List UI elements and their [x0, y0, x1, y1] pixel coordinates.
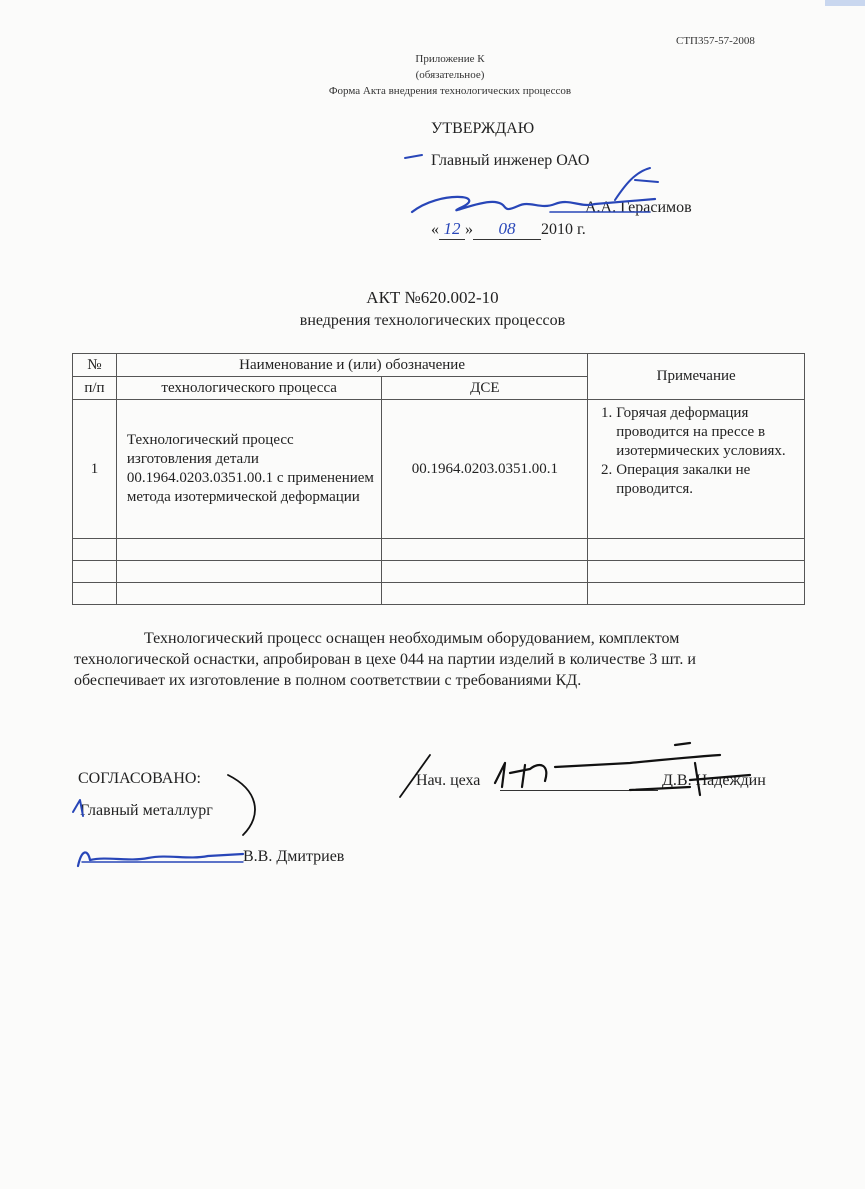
- shop-head-signature: [390, 735, 770, 805]
- note-text: Горячая деформация проводится на прессе в изотермических условиях.: [616, 405, 786, 459]
- table-row-empty: [73, 539, 805, 561]
- mandatory-label: (обязательное): [415, 69, 485, 81]
- shop-head-name: Д.В. Надеждин: [662, 772, 766, 789]
- date-day: 12: [439, 219, 465, 240]
- note-item: [592, 461, 800, 499]
- agreed-label: СОГЛАСОВАНО:: [78, 770, 201, 787]
- date-year: 2010 г.: [541, 221, 586, 238]
- table-row-empty: [73, 583, 805, 605]
- act-number: АКТ №620.002-10: [366, 288, 499, 307]
- approver-position: Главный инженер ОАО: [431, 152, 590, 169]
- table-row-empty: [73, 561, 805, 583]
- row-notes: [588, 400, 805, 539]
- header-note: Примечание: [588, 354, 805, 400]
- header-name-designation: Наименование и (или) обозначение: [116, 354, 587, 377]
- header-dse: ДСЕ: [382, 377, 588, 400]
- date-open-quote: «: [431, 221, 439, 238]
- metallurgist-name: В.В. Дмитриев: [243, 848, 345, 865]
- note-text: Операция закалки не проводится.: [616, 462, 751, 497]
- scan-edge-mark: [825, 0, 865, 6]
- note-marker: 1.: [601, 405, 613, 421]
- approver-name: А.А. Герасимов: [585, 199, 692, 216]
- note-marker: 2.: [601, 462, 613, 478]
- implementation-table: [72, 353, 805, 605]
- date-mid-quote: »: [465, 221, 473, 238]
- date-month: 08: [473, 219, 541, 240]
- note-item: [592, 404, 800, 461]
- metallurgist-position: Главный металлург: [80, 802, 213, 819]
- header-process: технологического процесса: [116, 377, 382, 400]
- approve-heading: УТВЕРЖДАЮ: [431, 120, 535, 137]
- standard-code: СТП357-57-2008: [676, 35, 755, 47]
- body-paragraph: Технологический процесс оснащен необходимым оборудованием, комплектом технологической оснастки, апробирован в цехе 044 на партии изделий в количестве 3 шт. и обеспечивает их изготовление в полном соответствии с требованиями КД.: [74, 630, 696, 689]
- row-number: 1: [73, 400, 117, 539]
- approval-date: [431, 219, 586, 240]
- shop-head-position: Нач. цеха: [416, 772, 481, 789]
- act-subtitle: внедрения технологических процессов: [299, 312, 566, 329]
- metallurgist-signature: [68, 770, 268, 870]
- row-process: Технологический процесс изготовления детали 00.1964.0203.0351.00.1 с применением метода изотермической деформации: [116, 400, 382, 539]
- row-dse: 00.1964.0203.0351.00.1: [382, 400, 588, 539]
- appendix-label: Приложение К: [415, 53, 485, 65]
- header-no-bottom: п/п: [73, 377, 117, 400]
- table-row: [73, 400, 805, 539]
- header-no-top: №: [73, 354, 117, 377]
- approver-signature: [400, 150, 660, 230]
- form-title: Форма Акта внедрения технологических процессов: [328, 85, 572, 97]
